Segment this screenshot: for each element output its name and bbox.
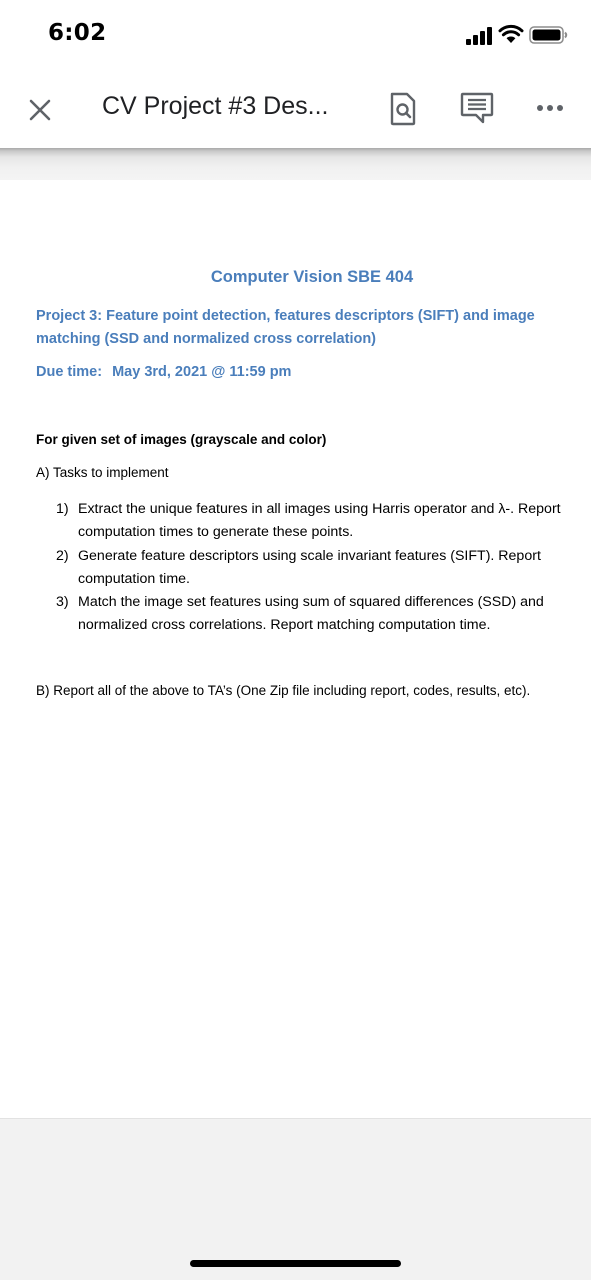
find-in-document-icon[interactable] [388, 92, 418, 126]
document-title: CV Project #3 Des... [102, 92, 329, 120]
cellular-signal-icon [465, 27, 493, 45]
task-text: Generate feature descriptors using scale invariant features (SIFT). Report computation time. [78, 547, 541, 587]
comment-icon[interactable] [460, 92, 494, 124]
doc-heading: Computer Vision SBE 404 [210, 268, 414, 286]
page-background [0, 1118, 591, 1280]
task-text: Extract the unique features in all images using Harris operator and λ-. Report computation times to generate these points. [78, 501, 561, 541]
task-number: 3) [56, 594, 69, 611]
close-button[interactable] [24, 94, 56, 126]
battery-icon [529, 25, 569, 45]
tasks-heading: A) Tasks to implement [36, 465, 169, 480]
doc-subtitle: Project 3: Feature point detection, features descriptors (SIFT) and image matching (SSD and normalized cross correlation) [36, 308, 535, 347]
task-number: 2) [56, 547, 69, 564]
due-value: May 3rd, 2021 @ 11:59 pm [112, 364, 292, 380]
document-page [0, 180, 591, 1118]
close-icon [29, 99, 51, 121]
report-line: B) Report all of the above to TA’s (One Zip file including report, codes, results, etc). [36, 683, 531, 698]
wifi-icon [498, 24, 524, 44]
due-time [36, 364, 291, 380]
task-item [56, 545, 586, 592]
document-toolbar [0, 70, 591, 148]
home-indicator[interactable] [190, 1260, 401, 1267]
more-options-icon[interactable] [535, 100, 565, 116]
given-set-heading: For given set of images (grayscale and color) [36, 432, 327, 447]
task-text: Match the image set features using sum of squared differences (SSD) and normalized cross correlations. Report matching computation time. [78, 594, 544, 634]
task-item [56, 591, 586, 638]
due-label: Due time: [36, 364, 103, 380]
task-item [56, 498, 586, 545]
task-list [56, 498, 586, 638]
toolbar-shadow [0, 148, 591, 180]
status-bar [0, 0, 591, 70]
task-number: 1) [56, 501, 69, 517]
status-time: 6:02 [48, 20, 107, 46]
